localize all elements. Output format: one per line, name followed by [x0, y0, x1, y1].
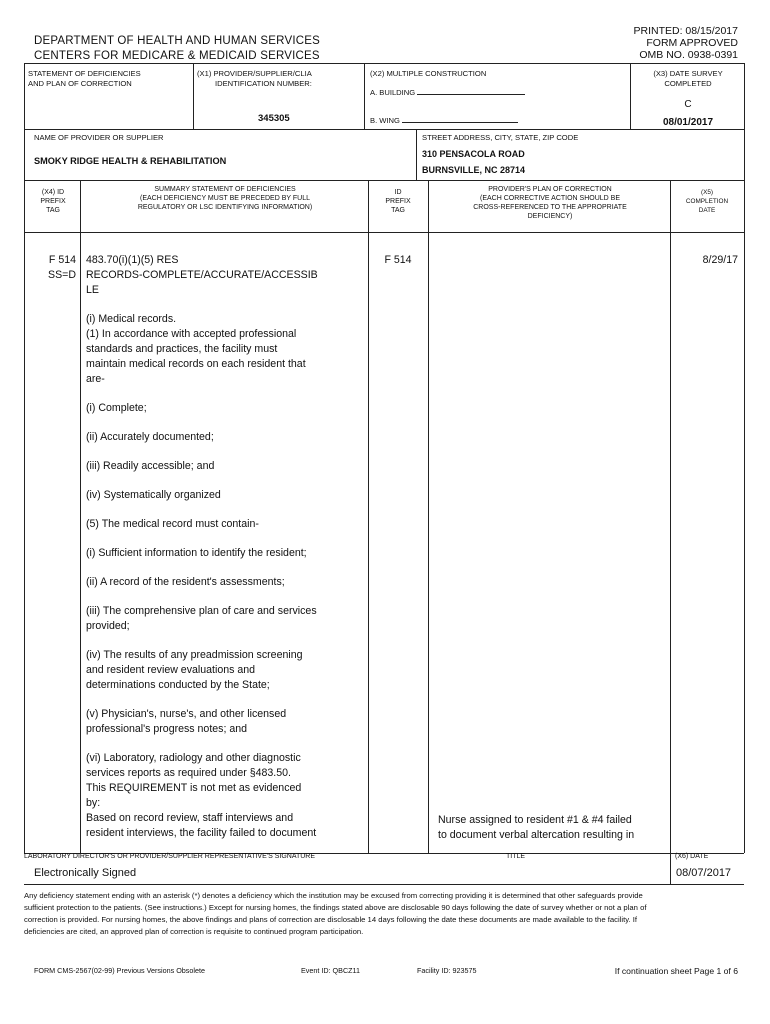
x1-label: (X1) PROVIDER/SUPPLIER/CLIA IDENTIFICATION NUMBER: — [197, 69, 312, 88]
summary-header: SUMMARY STATEMENT OF DEFICIENCIES (EACH DEFICIENCY MUST BE PRECEDED BY FULL REGULATORY OR LSC IDENTIFYING INFORMATION) — [137, 186, 313, 211]
rule-left — [24, 63, 25, 853]
summary-paragraph: (ii) Accurately documented; — [86, 431, 214, 443]
building-field: A. BUILDING — [370, 86, 525, 98]
signature-date-label: (X6) DATE — [675, 853, 709, 860]
x5-header: (X5) COMPLETION DATE — [685, 189, 729, 214]
id-header: ID PREFIX TAG — [385, 189, 411, 214]
form-number: FORM CMS-2567(02-99) Previous Versions Obsolete — [34, 966, 205, 975]
survey-code: C — [684, 99, 692, 110]
wing-field: B. WING — [370, 114, 518, 126]
summary-paragraph: (i) Sufficient information to identify the resident; — [86, 547, 307, 559]
rule-right — [744, 63, 745, 853]
statement-label: STATEMENT OF DEFICIENCIES AND PLAN OF CORRECTION — [28, 69, 141, 88]
department-title: DEPARTMENT OF HEALTH AND HUMAN SERVICES — [34, 35, 320, 47]
deficiency-paragraphs — [86, 312, 366, 841]
provider-name-label: NAME OF PROVIDER OR SUPPLIER — [34, 133, 164, 142]
city-state-zip: BURNSVILLE, NC 28714 — [422, 165, 526, 175]
x4-header: (X4) ID PREFIX TAG — [40, 189, 66, 214]
completion-date: 8/29/17 — [702, 254, 738, 266]
provider-id-number: 345305 — [258, 113, 290, 124]
summary-paragraph: (iii) Readily accessible; and — [86, 460, 215, 472]
signature-value: Electronically Signed — [34, 867, 137, 879]
summary-paragraph: (iii) The comprehensive plan of care and services provided; — [86, 605, 317, 632]
x3-label: (X3) DATE SURVEY COMPLETED — [653, 69, 723, 88]
regulation-title: 483.70(i)(1)(5) RES RECORDS-COMPLETE/ACCURATE/ACCESSIB LE — [86, 254, 318, 296]
plan-header: PROVIDER'S PLAN OF CORRECTION (EACH CORRECTIVE ACTION SHOULD BE CROSS-REFERENCED TO THE APPROPRIATE DEFICIENCY) — [473, 186, 627, 220]
event-id: Event ID: QBCZ11 — [301, 966, 360, 975]
x2-label: (X2) MULTIPLE CONSTRUCTION — [370, 69, 487, 78]
title-label: TITLE — [506, 853, 526, 860]
summary-paragraph: (5) The medical record must contain- — [86, 518, 259, 530]
page-indicator: If continuation sheet Page 1 of 6 — [614, 966, 738, 976]
summary-paragraph: (iv) The results of any preadmission screening and resident review evaluations and determinations conducted by the State; — [86, 649, 303, 691]
street-address: 310 PENSACOLA ROAD — [422, 149, 525, 159]
address-label: STREET ADDRESS, CITY, STATE, ZIP CODE — [422, 133, 579, 142]
summary-paragraph: (ii) A record of the resident's assessments; — [86, 576, 285, 588]
deficiency-tag: F 514 SS=D — [48, 254, 76, 281]
provider-name: SMOKY RIDGE HEALTH & REHABILITATION — [34, 156, 227, 166]
summary-paragraph: (iv) Systematically organized — [86, 489, 221, 501]
signature-date: 08/07/2017 — [676, 867, 732, 879]
summary-paragraph: (vi) Laboratory, radiology and other diagnostic services reports as required under §483.50. This REQUIREMENT is not met as evidenced by: Based on record review, staff interviews and resident interviews, the facility failed to document — [86, 752, 317, 839]
facility-id: Facility ID: 923575 — [417, 966, 477, 975]
rule-top — [24, 63, 744, 64]
survey-date: 08/01/2017 — [662, 117, 714, 128]
deficiency-summary — [86, 253, 366, 855]
omb-number: OMB NO. 0938-0391 — [639, 49, 738, 61]
printed-date: PRINTED: 08/15/2017 — [633, 25, 738, 37]
summary-paragraph: (i) Complete; — [86, 402, 147, 414]
plan-of-correction-text: Nurse assigned to resident #1 & #4 failed to document verbal altercation resulting in — [438, 814, 635, 841]
centers-title: CENTERS FOR MEDICARE & MEDICAID SERVICES — [34, 50, 320, 62]
summary-paragraph: (i) Medical records. (1) In accordance with accepted professional standards and practices, the facility must maintain medical records on each resident that are- — [86, 313, 306, 385]
summary-paragraph: (v) Physician's, nurse's, and other licensed professional's progress notes; and — [86, 708, 287, 735]
form-approved: FORM APPROVED — [646, 37, 738, 49]
disclaimer-text: Any deficiency statement ending with an asterisk (*) denotes a deficiency which the institution may be excused from correcting providing it is determined that other safeguards provide sufficient protection to the patients. (See instructions.) Except for nursing homes, the findings stated above are disclosable 90 days following the date of survey whether or not a plan of correction is provided. For nursing homes, the above findings and plans of correction are disclosable 14 days following the date these documents are made available to the facility. If deficiencies are cited, an approved plan of correction is requisite to continued program participation. — [24, 891, 647, 936]
plan-id-tag: F 514 — [384, 254, 412, 266]
signature-label: LABORATORY DIRECTOR'S OR PROVIDER/SUPPLIER REPRESENTATIVE'S SIGNATURE — [24, 853, 316, 860]
